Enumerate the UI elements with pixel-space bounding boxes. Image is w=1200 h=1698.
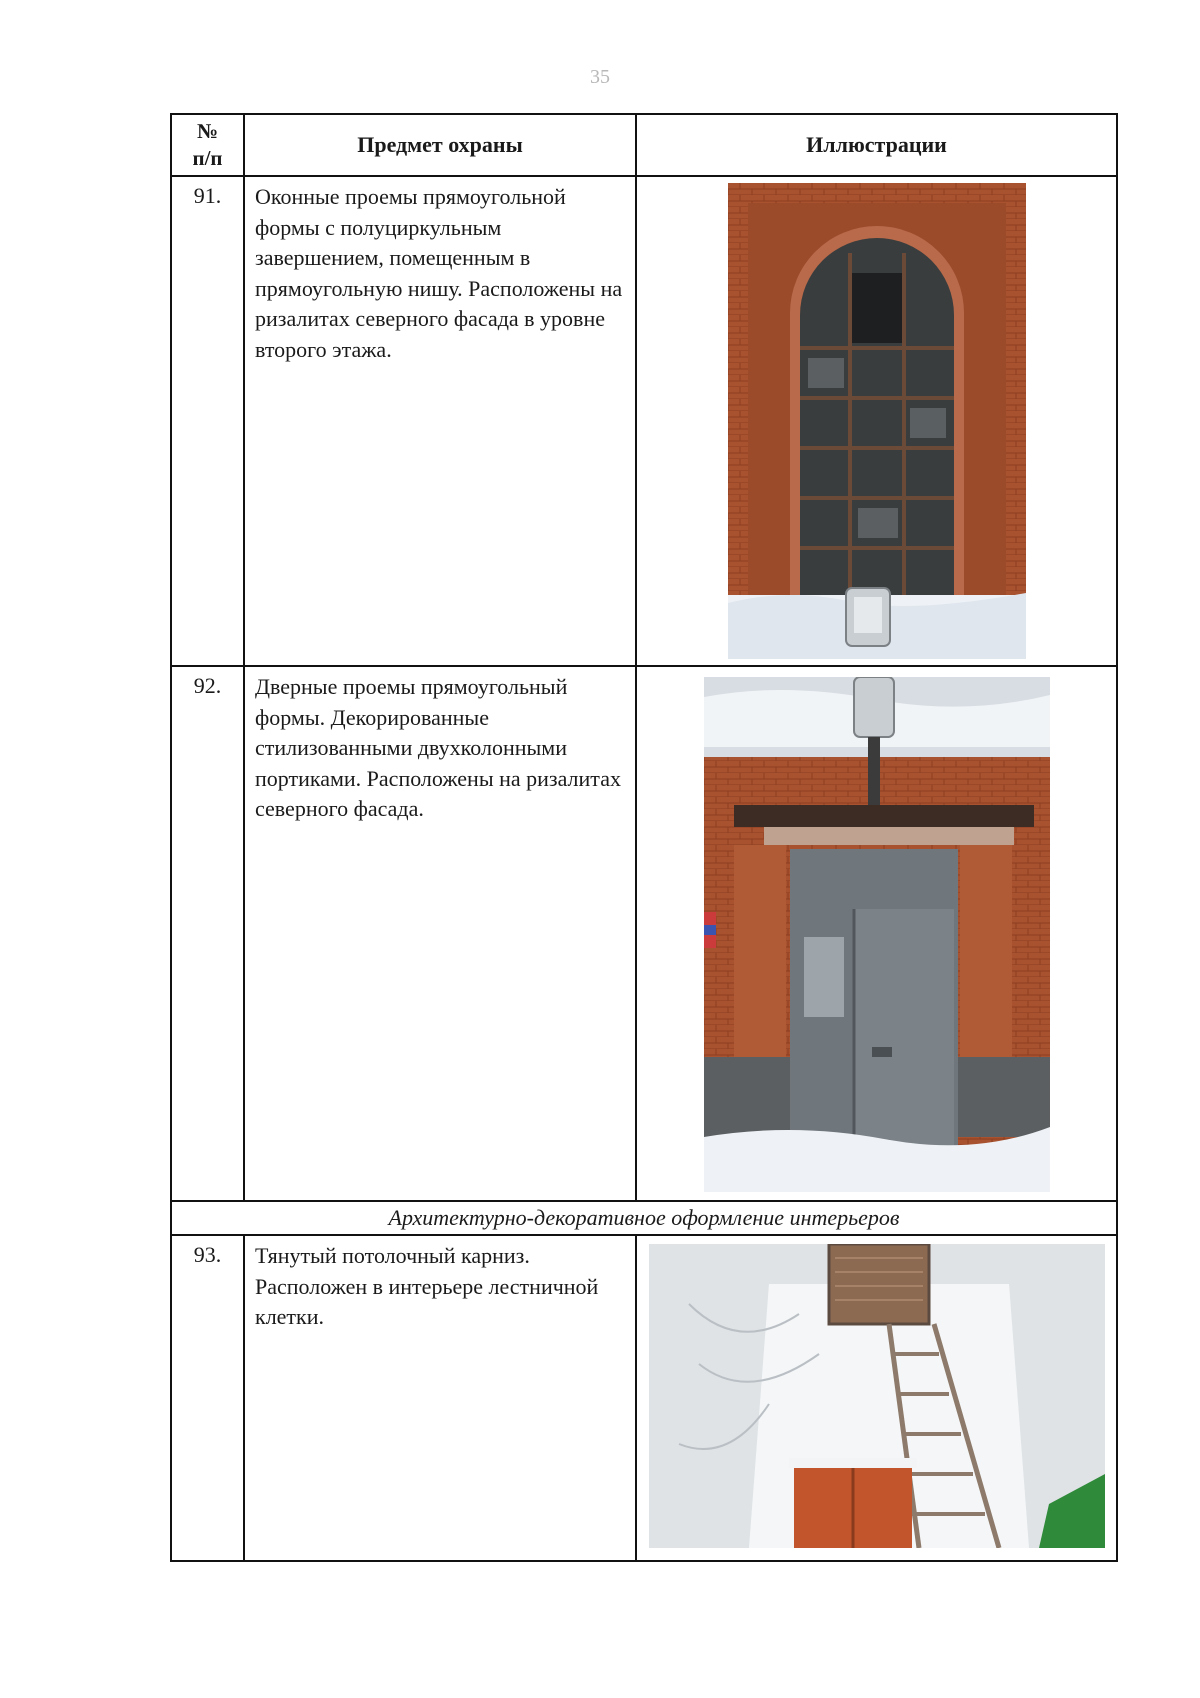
illustration-cell <box>636 176 1117 666</box>
row-number: 92. <box>171 666 244 1201</box>
page-number: 35 <box>590 66 610 88</box>
section-title: Архитектурно-декоративное оформление интерьеров <box>171 1201 1117 1235</box>
photo-stair-cornice <box>649 1244 1105 1548</box>
table-row <box>171 1235 1117 1561</box>
table-header-row <box>171 114 1117 176</box>
illustration-cell <box>636 1235 1117 1561</box>
photo-arched-window <box>728 183 1026 659</box>
row-description: Тянутый потолочный карниз. Расположен в интерьере лестничной клетки. <box>244 1235 636 1561</box>
header-illustrations: Иллюстрации <box>636 114 1117 176</box>
section-row <box>171 1201 1117 1235</box>
row-description: Дверные проемы прямоугольный формы. Декорированные стилизованными двухколонными портиками. Расположены на ризалитах северного фасада. <box>244 666 636 1201</box>
header-number <box>171 114 244 176</box>
table-row <box>171 666 1117 1201</box>
photo-portal-door <box>704 677 1050 1192</box>
row-description: Оконные проемы прямоугольной формы с полуциркульным завершением, помещенным в прямоугольную нишу. Расположены на ризалитах северного фасада в уровне второго этажа. <box>244 176 636 666</box>
illustration-cell <box>636 666 1117 1201</box>
protection-table <box>170 113 1118 1562</box>
header-subject: Предмет охраны <box>244 114 636 176</box>
table-row <box>171 176 1117 666</box>
header-number-line1: № <box>196 119 219 143</box>
row-number: 91. <box>171 176 244 666</box>
row-number: 93. <box>171 1235 244 1561</box>
header-number-line2: п/п <box>192 146 223 170</box>
